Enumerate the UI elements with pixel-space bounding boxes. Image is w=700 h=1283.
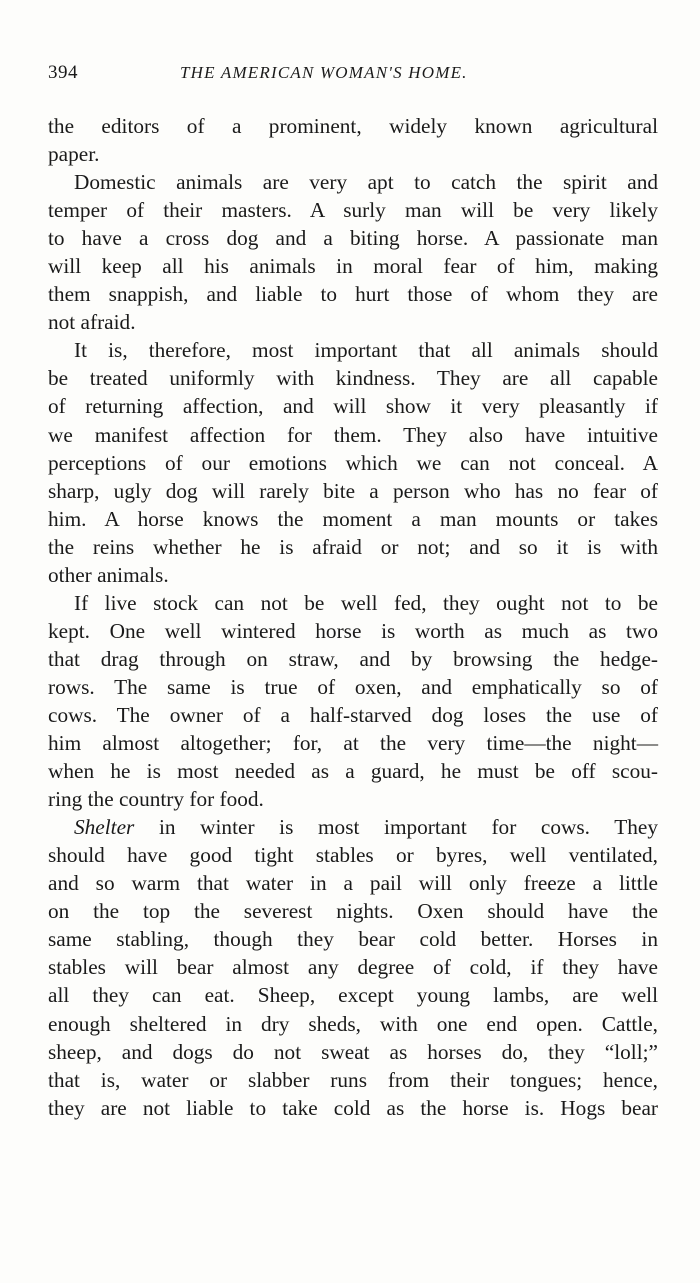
line-text: be treated uniformly with kindness. They are all capable bbox=[48, 366, 658, 391]
line-text: the editors of a prominent, widely known agricultural bbox=[48, 114, 658, 138]
body-text bbox=[48, 112, 658, 1122]
line-text: same stabling, though they bear cold better. Horses in bbox=[48, 927, 658, 952]
line-text: If live stock can not be well fed, they ought not to be bbox=[74, 590, 658, 615]
text-line bbox=[48, 196, 658, 224]
text-line bbox=[48, 785, 658, 813]
line-text: It is, therefore, most important that all animals should bbox=[74, 338, 658, 363]
text-line bbox=[48, 1066, 658, 1094]
text-line bbox=[48, 1038, 658, 1066]
text-line bbox=[48, 1094, 658, 1122]
text-line bbox=[48, 897, 658, 925]
text-line bbox=[48, 1010, 658, 1038]
text-line bbox=[48, 112, 658, 140]
line-text: the reins whether he is afraid or not; and so it is with bbox=[48, 534, 658, 559]
line-text: perceptions of our emotions which we can not conceal. A bbox=[48, 450, 658, 475]
text-line bbox=[48, 421, 658, 449]
line-text: cows. The owner of a half-starved dog loses the use of bbox=[48, 702, 658, 727]
text-line bbox=[48, 364, 658, 392]
line-text: stables will bear almost any degree of cold, if they have bbox=[48, 955, 658, 980]
text-line bbox=[48, 813, 658, 841]
text-line bbox=[48, 925, 658, 953]
line-text: ring the country for food. bbox=[48, 787, 264, 812]
text-line bbox=[48, 252, 658, 280]
text-line bbox=[48, 561, 658, 589]
text-line bbox=[48, 841, 658, 869]
text-line bbox=[48, 533, 658, 561]
line-text: that is, water or slabber runs from their tongues; hence, bbox=[48, 1067, 658, 1092]
running-title: THE AMERICAN WOMAN'S HOME. bbox=[180, 63, 468, 82]
text-line bbox=[48, 953, 658, 981]
text-line bbox=[48, 645, 658, 673]
text-line bbox=[48, 589, 658, 617]
line-text: sheep, and dogs do not sweat as horses do, they “loll;” bbox=[48, 1039, 658, 1064]
text-line bbox=[48, 140, 658, 168]
line-text: enough sheltered in dry sheds, with one end open. Cattle, bbox=[48, 1011, 658, 1036]
line-text: temper of their masters. A surly man will be very likely bbox=[48, 198, 658, 223]
line-text: in winter is most important for cows. They bbox=[134, 815, 658, 840]
text-line bbox=[48, 224, 658, 252]
line-text: rows. The same is true of oxen, and emphatically so of bbox=[48, 674, 658, 699]
line-text: should have good tight stables or byres, well ventilated, bbox=[48, 843, 658, 868]
page-header bbox=[48, 62, 658, 92]
line-text: other animals. bbox=[48, 562, 169, 587]
text-line bbox=[48, 308, 658, 336]
line-text: and so warm that water in a pail will only freeze a little bbox=[48, 871, 658, 896]
text-line bbox=[48, 392, 658, 420]
line-text: of returning affection, and will show it very pleasantly if bbox=[48, 394, 658, 419]
line-text: sharp, ugly dog will rarely bite a person who has no fear of bbox=[48, 478, 658, 503]
line-text: that drag through on straw, and by browsing the hedge- bbox=[48, 646, 658, 671]
line-text: him almost altogether; for, at the very time—the night— bbox=[48, 731, 658, 756]
line-text: we manifest affection for them. They also have intuitive bbox=[48, 422, 658, 447]
text-line bbox=[48, 449, 658, 477]
line-text: when he is most needed as a guard, he must be off scou- bbox=[48, 759, 658, 784]
line-text: on the top the severest nights. Oxen should have the bbox=[48, 899, 658, 924]
line-text: not afraid. bbox=[48, 310, 136, 335]
text-line bbox=[48, 729, 658, 757]
text-line bbox=[48, 673, 658, 701]
line-text: will keep all his animals in moral fear of him, making bbox=[48, 254, 658, 279]
text-line bbox=[48, 280, 658, 308]
text-line bbox=[48, 981, 658, 1009]
text-line bbox=[48, 757, 658, 785]
line-text: all they can eat. Sheep, except young lambs, are well bbox=[48, 983, 658, 1008]
text-line bbox=[48, 617, 658, 645]
text-line bbox=[48, 477, 658, 505]
line-text: kept. One well wintered horse is worth as much as two bbox=[48, 618, 658, 643]
italic-lead-word: Shelter bbox=[74, 815, 135, 840]
line-text: they are not liable to take cold as the horse is. Hogs bear bbox=[48, 1095, 658, 1120]
line-text: paper. bbox=[48, 142, 100, 167]
text-line bbox=[48, 336, 658, 364]
line-text: to have a cross dog and a biting horse. A passionate man bbox=[48, 226, 658, 251]
text-line bbox=[48, 701, 658, 729]
line-text: them snappish, and liable to hurt those of whom they are bbox=[48, 282, 658, 307]
line-text: him. A horse knows the moment a man mounts or takes bbox=[48, 506, 658, 531]
text-line bbox=[48, 168, 658, 196]
text-line bbox=[48, 869, 658, 897]
page-number: 394 bbox=[48, 62, 78, 83]
line-text: Domestic animals are very apt to catch the spirit and bbox=[74, 170, 658, 195]
text-line bbox=[48, 505, 658, 533]
